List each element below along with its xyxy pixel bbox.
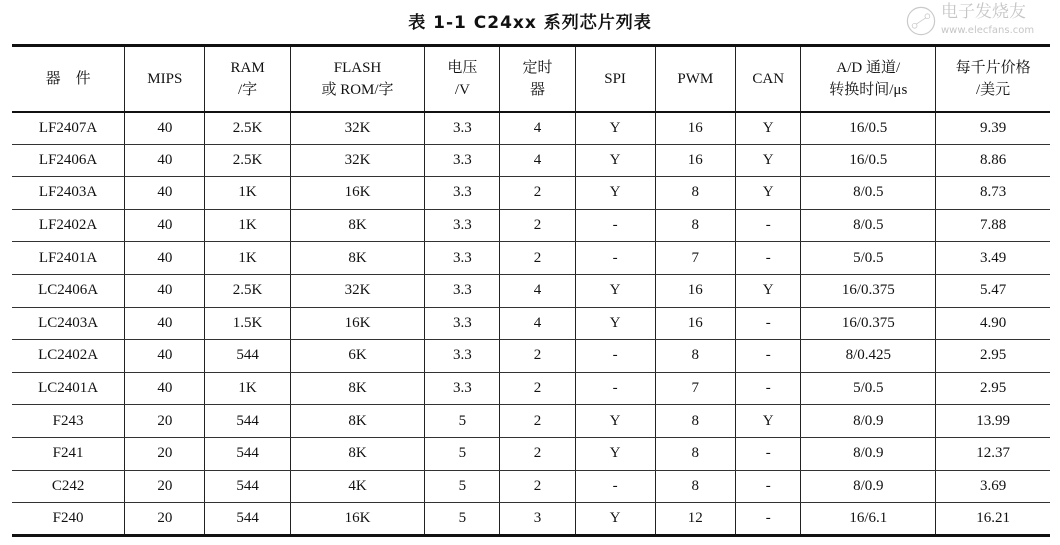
table-cell: 5 [425, 503, 500, 536]
table-row [12, 242, 1050, 275]
table-cell: F241 [12, 437, 125, 470]
table-cell: Y [735, 405, 800, 438]
table-cell: 16/0.375 [801, 307, 936, 340]
table-cell: 8K [290, 242, 425, 275]
table-cell: 20 [125, 470, 205, 503]
column-header [205, 46, 290, 112]
table-row [12, 372, 1050, 405]
table-cell: LC2402A [12, 340, 125, 373]
table-cell: - [735, 242, 800, 275]
table-cell: 3.3 [425, 177, 500, 210]
table-cell: 8/0.5 [801, 209, 936, 242]
table-cell: 4 [500, 112, 575, 145]
table-row [12, 405, 1050, 438]
watermark-text: 电子发烧友 [941, 2, 1026, 22]
table-cell: 13.99 [936, 405, 1050, 438]
table-cell: 20 [125, 437, 205, 470]
table-cell: 16 [655, 307, 735, 340]
table-cell: 3.3 [425, 209, 500, 242]
table-cell: - [575, 470, 655, 503]
table-cell: - [735, 209, 800, 242]
table-row [12, 503, 1050, 536]
table-cell: 4 [500, 274, 575, 307]
table-cell: 2.5K [205, 112, 290, 145]
table-cell: LF2401A [12, 242, 125, 275]
table-cell: 2 [500, 405, 575, 438]
column-header-line: 电压 [447, 59, 478, 76]
table-cell: - [735, 307, 800, 340]
column-header [500, 46, 575, 112]
table-cell: 1.5K [205, 307, 290, 340]
table-cell: 16/6.1 [801, 503, 936, 536]
table-cell: - [735, 340, 800, 373]
table-cell: 2 [500, 209, 575, 242]
table-cell: 7.88 [936, 209, 1050, 242]
column-header [575, 46, 655, 112]
table-cell: 8 [655, 470, 735, 503]
table-cell: 5/0.5 [801, 372, 936, 405]
column-header-line: MIPS [147, 70, 183, 87]
table-cell: - [575, 209, 655, 242]
table-cell: 8.73 [936, 177, 1050, 210]
table-cell: 544 [205, 405, 290, 438]
table-cell: 8/0.9 [801, 470, 936, 503]
table-cell: LF2403A [12, 177, 125, 210]
table-cell: 3.3 [425, 242, 500, 275]
column-header-line: 定时 [522, 59, 553, 76]
table-row [12, 307, 1050, 340]
table-cell: 2.5K [205, 274, 290, 307]
table-cell: 4 [500, 307, 575, 340]
table-cell: 8K [290, 209, 425, 242]
table-cell: 32K [290, 274, 425, 307]
column-header [936, 46, 1050, 112]
table-cell: 40 [125, 177, 205, 210]
table-row [12, 112, 1050, 145]
table-cell: 8/0.9 [801, 405, 936, 438]
table-cell: Y [575, 144, 655, 177]
table-cell: 12.37 [936, 437, 1050, 470]
table-row [12, 177, 1050, 210]
table-cell: 544 [205, 503, 290, 536]
table-cell: Y [575, 405, 655, 438]
table-cell: F243 [12, 405, 125, 438]
table-cell: 2 [500, 340, 575, 373]
table-cell: 544 [205, 340, 290, 373]
table-cell: 2 [500, 470, 575, 503]
table-cell: 16.21 [936, 503, 1050, 536]
table-row [12, 437, 1050, 470]
column-header-line: /V [454, 81, 470, 98]
column-header [290, 46, 425, 112]
table-cell: 16 [655, 144, 735, 177]
table-cell: 40 [125, 144, 205, 177]
table-cell: 40 [125, 372, 205, 405]
column-header [801, 46, 936, 112]
table-cell: - [735, 503, 800, 536]
table-cell: 32K [290, 112, 425, 145]
table-cell: 2.5K [205, 144, 290, 177]
table-cell: 16K [290, 307, 425, 340]
column-header-line: CAN [752, 70, 785, 87]
table-cell: 40 [125, 340, 205, 373]
table-cell: F240 [12, 503, 125, 536]
table-cell: 1K [205, 209, 290, 242]
column-header-line: /字 [237, 81, 258, 98]
table-row [12, 209, 1050, 242]
column-header-line: A/D 通道/ [836, 59, 901, 76]
table-cell: 16/0.5 [801, 144, 936, 177]
table-cell: 16 [655, 112, 735, 145]
table-cell: - [735, 372, 800, 405]
table-cell: 20 [125, 405, 205, 438]
table-cell: 5 [425, 470, 500, 503]
table-cell: - [575, 242, 655, 275]
table-cell: Y [735, 274, 800, 307]
column-header-line: PWM [677, 70, 714, 87]
table-cell: 3.3 [425, 340, 500, 373]
table-cell: C242 [12, 470, 125, 503]
table-cell: 6K [290, 340, 425, 373]
table-row [12, 340, 1050, 373]
table-cell: 40 [125, 242, 205, 275]
table-cell: 16K [290, 503, 425, 536]
column-header-line: SPI [604, 70, 626, 87]
table-cell: Y [735, 144, 800, 177]
table-cell: 5/0.5 [801, 242, 936, 275]
header-row [12, 46, 1050, 112]
table-cell: 2 [500, 177, 575, 210]
table-cell: 8 [655, 209, 735, 242]
column-header-line: /美元 [976, 81, 1011, 98]
table-row [12, 144, 1050, 177]
table-row [12, 274, 1050, 307]
table-cell: 3.3 [425, 274, 500, 307]
table-cell: 5.47 [936, 274, 1050, 307]
table-cell: Y [575, 112, 655, 145]
table-cell: 1K [205, 177, 290, 210]
table-cell: 1K [205, 242, 290, 275]
table-cell: 5 [425, 405, 500, 438]
table-cell: 7 [655, 242, 735, 275]
table-cell: LF2406A [12, 144, 125, 177]
column-header [425, 46, 500, 112]
table-cell: 8/0.5 [801, 177, 936, 210]
table-cell: 16K [290, 177, 425, 210]
table-cell: - [735, 470, 800, 503]
column-header-line: 每千片价格 [955, 59, 1031, 76]
table-cell: 3.49 [936, 242, 1050, 275]
table-cell: 4.90 [936, 307, 1050, 340]
table-cell: 8.86 [936, 144, 1050, 177]
table-cell: - [735, 437, 800, 470]
table-cell: 8K [290, 437, 425, 470]
table-cell: 1K [205, 372, 290, 405]
table-cell: 16 [655, 274, 735, 307]
table-cell: 32K [290, 144, 425, 177]
column-header [655, 46, 735, 112]
table-cell: LC2406A [12, 274, 125, 307]
table-cell: 8 [655, 177, 735, 210]
watermark-url: www.elecfans.com [941, 25, 1035, 36]
table-cell: 9.39 [936, 112, 1050, 145]
table-cell: Y [575, 177, 655, 210]
table-cell: - [575, 340, 655, 373]
column-header [735, 46, 800, 112]
table-cell: 20 [125, 503, 205, 536]
table-cell: 544 [205, 470, 290, 503]
column-header [125, 46, 205, 112]
table-cell: 8 [655, 405, 735, 438]
table-cell: 3.3 [425, 307, 500, 340]
table-title: 表 1-1 C24xx 系列芯片列表 [408, 13, 652, 33]
table-cell: 8K [290, 372, 425, 405]
column-header-line: 器 件 [45, 70, 91, 87]
table-cell: 2.95 [936, 372, 1050, 405]
table-cell: 3.3 [425, 112, 500, 145]
table-cell: LC2401A [12, 372, 125, 405]
table-cell: 8/0.425 [801, 340, 936, 373]
table-cell: 2 [500, 242, 575, 275]
table-cell: 8 [655, 340, 735, 373]
column-header-line: RAM [230, 59, 265, 76]
table-cell: Y [735, 112, 800, 145]
table-cell: 16/0.5 [801, 112, 936, 145]
table-cell: LF2407A [12, 112, 125, 145]
table-cell: 40 [125, 209, 205, 242]
column-header-line: 转换时间/μs [829, 81, 908, 98]
column-header [12, 46, 125, 112]
column-header-line: 器 [530, 81, 546, 98]
chip-table [12, 44, 1050, 537]
table-cell: 40 [125, 274, 205, 307]
table-cell: 3 [500, 503, 575, 536]
table-cell: 8K [290, 405, 425, 438]
table-cell: Y [575, 307, 655, 340]
table-cell: - [575, 372, 655, 405]
table-cell: 8 [655, 437, 735, 470]
table-cell: 544 [205, 437, 290, 470]
table-cell: 2.95 [936, 340, 1050, 373]
table-cell: 3.69 [936, 470, 1050, 503]
table-row [12, 470, 1050, 503]
table-cell: 12 [655, 503, 735, 536]
table-cell: 7 [655, 372, 735, 405]
table-cell: Y [575, 437, 655, 470]
table-cell: 2 [500, 437, 575, 470]
table-cell: 16/0.375 [801, 274, 936, 307]
column-header-line: 或 ROM/字 [321, 81, 394, 98]
table-cell: 2 [500, 372, 575, 405]
table-cell: Y [735, 177, 800, 210]
table-cell: LC2403A [12, 307, 125, 340]
table-cell: 3.3 [425, 372, 500, 405]
table-cell: Y [575, 503, 655, 536]
table-cell: LF2402A [12, 209, 125, 242]
table-cell: 40 [125, 112, 205, 145]
table-cell: Y [575, 274, 655, 307]
table-cell: 4 [500, 144, 575, 177]
table-cell: 3.3 [425, 144, 500, 177]
table-cell: 5 [425, 437, 500, 470]
column-header-line: FLASH [333, 59, 382, 76]
table-cell: 40 [125, 307, 205, 340]
table-cell: 4K [290, 470, 425, 503]
table-cell: 8/0.9 [801, 437, 936, 470]
